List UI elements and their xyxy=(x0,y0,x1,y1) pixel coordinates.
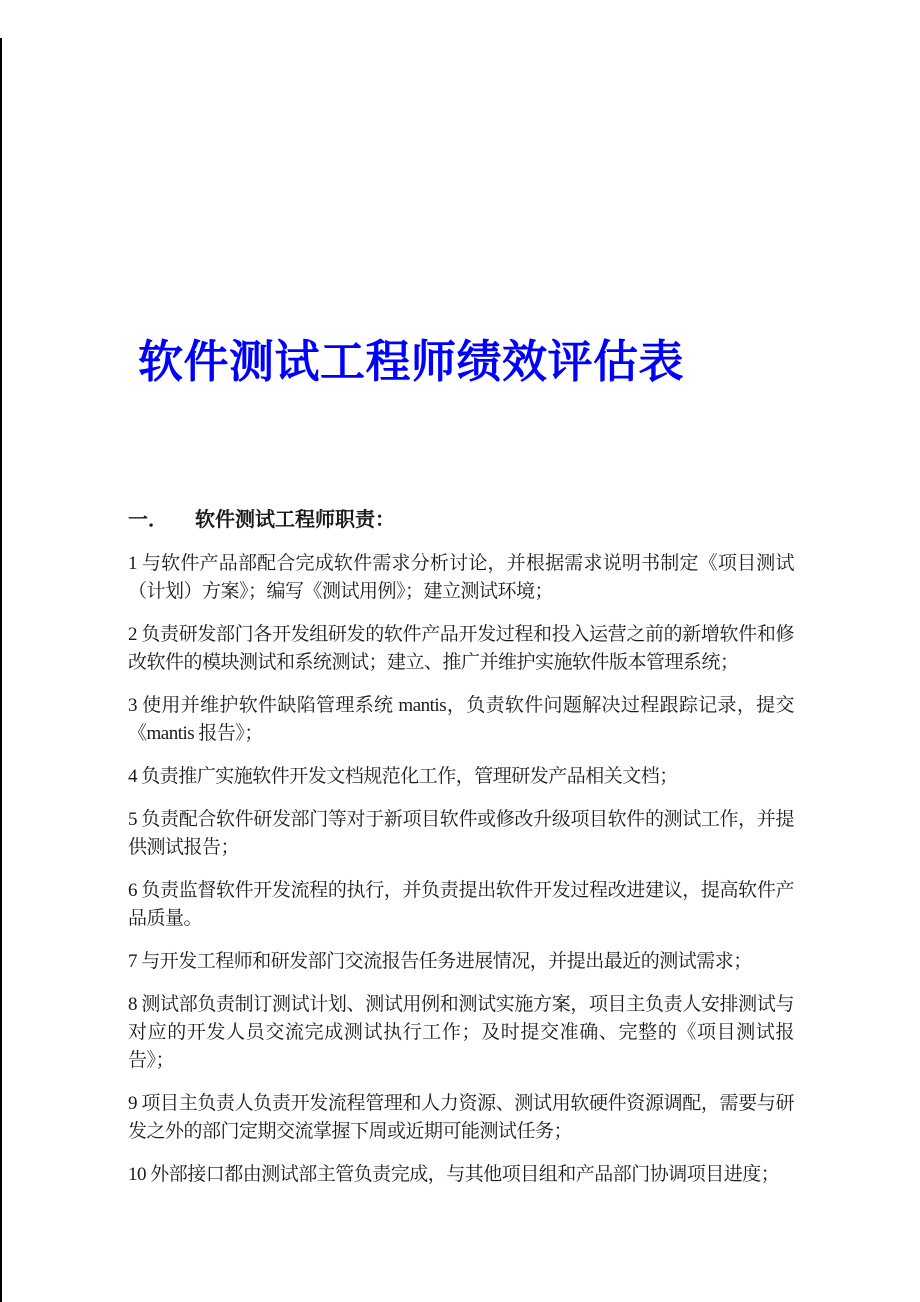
paragraph: 5 负责配合软件研发部门等对于新项目软件或修改升级项目软件的测试工作，并提供测试报告； xyxy=(128,808,794,858)
paragraph: 6 负责监督软件开发流程的执行，并负责提出软件开发过程改进建议，提高软件产品质量。 xyxy=(128,879,794,929)
section-heading-text: 软件测试工程师职责： xyxy=(195,509,395,531)
paragraph: 3 使用并维护软件缺陷管理系统 mantis，负责软件问题解决过程跟踪记录，提交《mantis 报告》； xyxy=(128,694,794,744)
paragraph-list xyxy=(128,550,794,1189)
paragraph: 1 与软件产品部配合完成软件需求分析讨论，并根据需求说明书制定《项目测试（计划）方案》；编写《测试用例》；建立测试环境； xyxy=(128,552,794,602)
paragraph: 8 测试部负责制订测试计划、测试用例和测试实施方案，项目主负责人安排测试与对应的开发人员交流完成测试执行工作；及时提交准确、完整的《项目测试报告》； xyxy=(128,993,794,1071)
section-heading xyxy=(128,507,794,533)
paragraph: 9 项目主负责人负责开发流程管理和人力资源、测试用软硬件资源调配，需要与研发之外的部门定期交流掌握下周或近期可能测试任务； xyxy=(128,1092,794,1142)
paragraph: 7 与开发工程师和研发部门交流报告任务进展情况，并提出最近的测试需求； xyxy=(128,950,752,972)
document-body xyxy=(128,0,794,1204)
paragraph: 4 负责推广实施软件开发文档规范化工作，管理研发产品相关文档； xyxy=(128,765,678,787)
paragraph: 2 负责研发部门各开发组研发的软件产品开发过程和投入运营之前的新增软件和修改软件的模块测试和系统测试；建立、推广并维护实施软件版本管理系统； xyxy=(128,623,794,673)
document-title: 软件测试工程师绩效评估表 xyxy=(138,337,685,387)
page-left-rule xyxy=(0,38,2,1302)
paragraph: 10 外部接口都由测试部主管负责完成，与其他项目组和产品部门协调项目进度； xyxy=(128,1163,780,1185)
section-number: 一． xyxy=(128,509,168,531)
